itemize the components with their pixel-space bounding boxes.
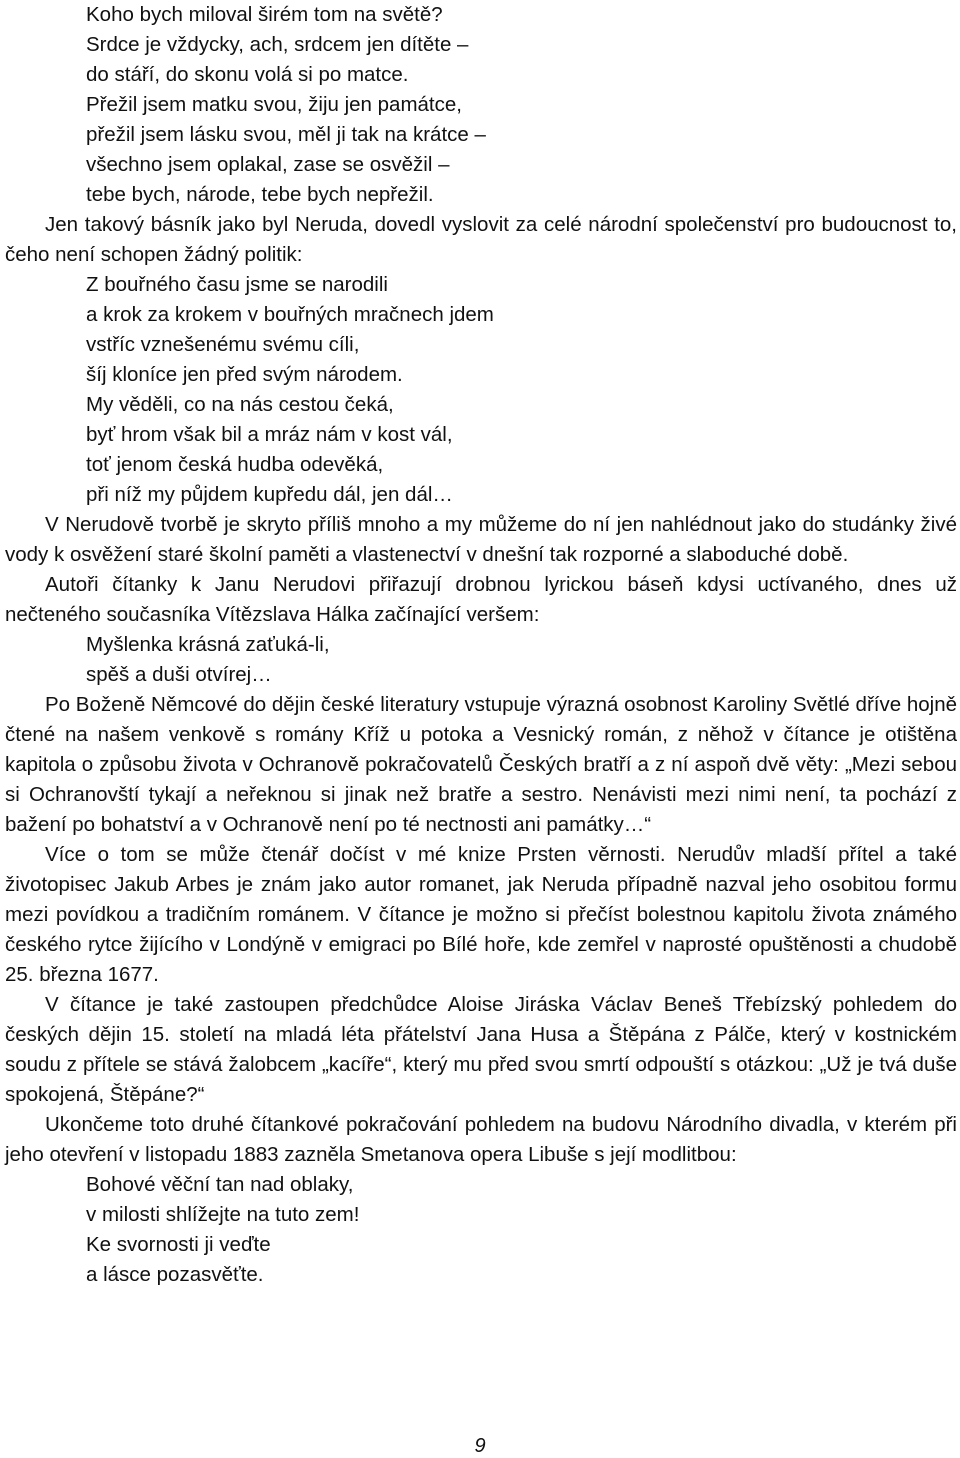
verse-line: Bohové věční tan nad oblaky, <box>86 1173 354 1196</box>
document-page <box>5 0 957 1290</box>
poem-excerpt-1 <box>5 0 957 210</box>
paragraph-national-theatre: Ukončeme toto druhé čítankové pokračování pohledem na budovu Národního divadla, v kterém při jeho otevření v listopadu 1883 zazněla Smetanova opera Libuše s její modlitbou: <box>5 1113 957 1166</box>
verse-line: Myšlenka krásná zaťuká-li, <box>86 633 330 656</box>
verse-line: Koho bych miloval širém tom na světě? <box>86 3 443 26</box>
paragraph-svetla: Po Boženě Němcové do dějin české literatury vstupuje výrazná osobnost Karoliny Světlé dříve hojně čtené na našem venkově s romány Kříž u potoka a Vesnický román, z něhož v čítance je otištěna kapitola o způsobu života v Ochranově pokračovatelů Českých bratří a z ní aspoň dvě věty: „Mezi sebou si Ochranovští tykají a neřeknou si jinak než bratře a sestro. Nenávisti mezi nimi není, ta pochází z bažení po bohatství a v Ochranově není po té nectnosti ani památky…“ <box>5 693 957 836</box>
verse-line: přežil jsem lásku svou, měl ji tak na krátce – <box>86 123 486 146</box>
verse-line: My věděli, co na nás cestou čeká, <box>86 393 394 416</box>
paragraph-neruda-poet: Jen takový básník jako byl Neruda, dovedl vyslovit za celé národní společenství pro budoucnost to, čeho není schopen žádný politik: <box>5 213 957 266</box>
verse-line: spěš a duši otvírej… <box>86 663 272 686</box>
verse-line: při níž my půjdem kupředu dál, jen dál… <box>86 483 453 506</box>
verse-line: v milosti shlížejte na tuto zem! <box>86 1203 360 1226</box>
page-number: 9 <box>474 1435 486 1457</box>
paragraph-trebizsky: V čítance je také zastoupen předchůdce Aloise Jiráska Václav Beneš Třebízský pohledem do českých dějin 15. století na mladá léta přátelství Jana Husa a Štěpána z Pálče, který v kostnickém soudu z přítele se stává žalobcem „kacíře“, který mu před svou smrtí odpouští s otázkou: „Už je tvá duše spokojená, Štěpáne?“ <box>5 993 957 1106</box>
paragraph-neruda-work: V Nerudově tvorbě je skryto příliš mnoho a my můžeme do ní jen nahlédnout jako do studánky živé vody k osvěžení staré školní paměti a vlastenectví v dnešní tak rozporné a slaboduché době. <box>5 513 957 566</box>
poem-excerpt-3 <box>5 630 957 690</box>
paragraph-arbes: Více o tom se může čtenář dočíst v mé knize Prsten věrnosti. Nerudův mladší přítel a také životopisec Jakub Arbes je znám jako autor romanet, jak Neruda případně nazval jeho osobitou formu mezi povídkou a tradičním románem. V čítance je možno si přečíst bolestnou kapitolu života známého českého rytce žijícího v Londýně v emigraci po Bílé hoře, kde zemřel v naprosté opuštěnosti a chudobě 25. března 1677. <box>5 843 957 986</box>
verse-line: a lásce pozasvěťte. <box>86 1263 264 1286</box>
verse-line: do stáří, do skonu volá si po matce. <box>86 63 409 86</box>
poem-excerpt-4 <box>5 1170 957 1290</box>
verse-line: Přežil jsem matku svou, žiju jen památce, <box>86 93 462 116</box>
verse-line: všechno jsem oplakal, zase se osvěžil – <box>86 153 450 176</box>
paragraph-halek: Autoři čítanky k Janu Nerudovi přiřazují drobnou lyrickou báseň kdysi uctívaného, dnes už nečteného současníka Vítězslava Hálka začínající veršem: <box>5 573 957 626</box>
verse-line: šíj kloníce jen před svým národem. <box>86 363 403 386</box>
verse-line: Srdce je vždycky, ach, srdcem jen dítěte – <box>86 33 469 56</box>
verse-line: toť jenom česká hudba odevěká, <box>86 453 384 476</box>
verse-line: Ke svornosti ji veďte <box>86 1233 271 1256</box>
verse-line: tebe bych, národe, tebe bych nepřežil. <box>86 183 434 206</box>
verse-line: a krok za krokem v bouřných mračnech jdem <box>86 303 494 326</box>
verse-line: Z bouřného času jsme se narodili <box>86 273 388 296</box>
verse-line: byť hrom však bil a mráz nám v kost vál, <box>86 423 453 446</box>
poem-excerpt-2 <box>5 270 957 510</box>
verse-line: vstříc vznešenému svému cíli, <box>86 333 360 356</box>
